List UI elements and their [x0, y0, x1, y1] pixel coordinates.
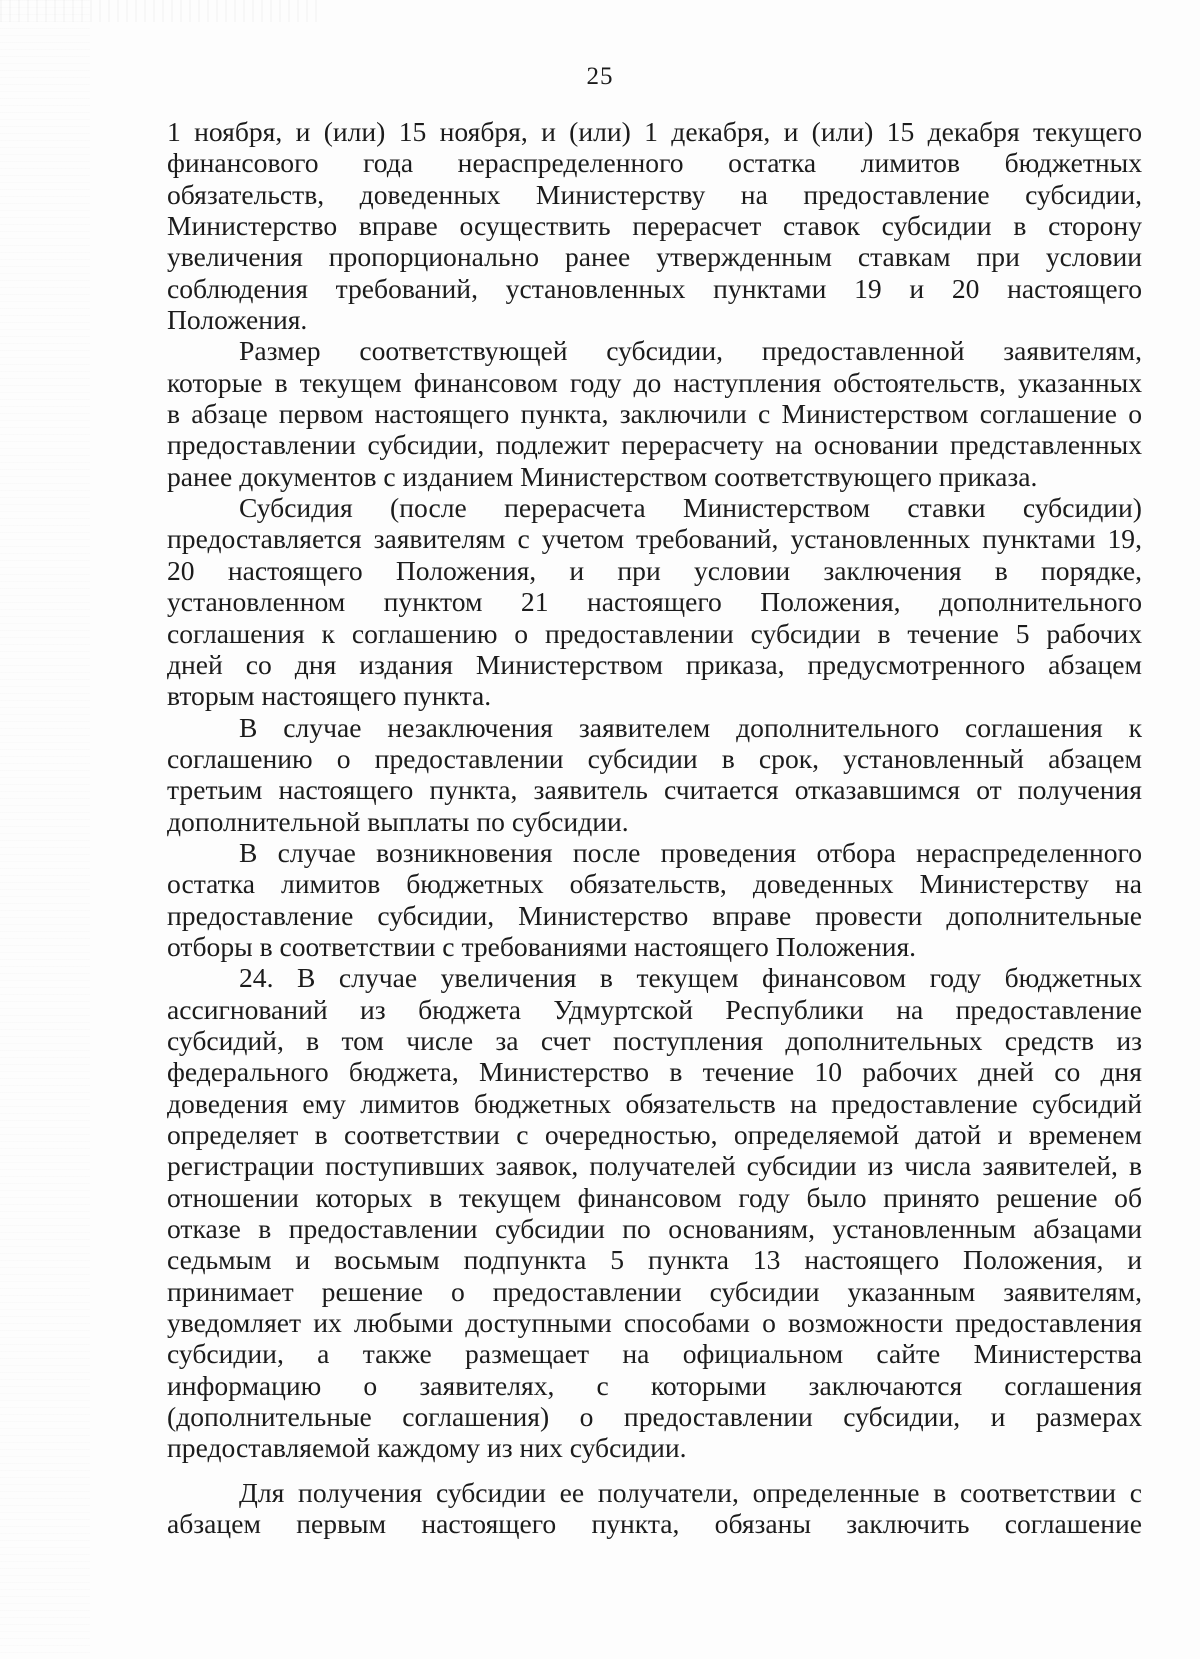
- scan-margin-noise: [0, 0, 90, 1659]
- text-line: (дополнительные соглашения) о предоставлении субсидии, и размерах: [167, 1401, 1142, 1433]
- text-line: 20 настоящего Положения, и при условии заключения в порядке,: [167, 554, 1142, 586]
- text-line: соглашения к соглашению о предоставлении субсидии в течение 5 рабочих: [167, 617, 1142, 649]
- text-line: отборы в соответствии с требованиями настоящего Положения.: [167, 930, 917, 962]
- text-line: Для получения субсидии ее получатели, определенные в соответствии с: [239, 1476, 1142, 1508]
- text-line: доведения ему лимитов бюджетных обязательств на предоставление субсидий: [167, 1087, 1142, 1119]
- text-line: федерального бюджета, Министерство в течение 10 рабочих дней со дня: [167, 1056, 1142, 1088]
- text-line: 24. В случае увеличения в текущем финансовом году бюджетных: [239, 962, 1142, 994]
- text-line: субсидии, а также размещает на официальном сайте Министерства: [167, 1338, 1142, 1370]
- paragraph: [167, 1477, 1142, 1540]
- text-line: седьмым и восьмым подпункта 5 пункта 13 настоящего Положения, и: [167, 1244, 1142, 1276]
- text-line: предоставление субсидии, Министерство вправе провести дополнительные: [167, 899, 1142, 931]
- text-line: абзацем первым настоящего пункта, обязаны заключить соглашение: [167, 1508, 1142, 1540]
- text-line: ранее документов с изданием Министерством соответствующего приказа.: [167, 460, 1038, 492]
- text-line: Размер соответствующей субсидии, предоставленной заявителям,: [239, 335, 1142, 367]
- paragraph: [167, 116, 1142, 335]
- text-line: уведомляет их любыми доступными способами о возможности предоставления: [167, 1307, 1142, 1339]
- text-line: В случае возникновения после проведения отбора нераспределенного: [239, 836, 1142, 868]
- text-line: соглашению о предоставлении субсидии в срок, установленный абзацем: [167, 742, 1142, 774]
- text-line: В случае незаключения заявителем дополнительного соглашения к: [239, 711, 1142, 743]
- text-line: в абзаце первом настоящего пункта, заключили с Министерством соглашение о: [167, 398, 1142, 430]
- text-line: регистрации поступивших заявок, получателей субсидии из числа заявителей, в: [167, 1150, 1142, 1182]
- paragraph: [167, 492, 1142, 711]
- text-line: дополнительной выплаты по субсидии.: [167, 805, 629, 837]
- text-line: обязательств, доведенных Министерству на предоставление субсидии,: [167, 178, 1142, 210]
- text-line: предоставляемой каждому из них субсидии.: [167, 1432, 687, 1464]
- paragraph: [167, 837, 1142, 962]
- text-line: Положения.: [167, 304, 308, 336]
- paragraph: [167, 962, 1142, 1464]
- text-line: соблюдения требований, установленных пунктами 19 и 20 настоящего: [167, 272, 1142, 304]
- paragraph: [167, 335, 1142, 492]
- text-line: отказе в предоставлении субсидии по основаниям, установленным абзацами: [167, 1213, 1142, 1245]
- text-line: субсидий, в том числе за счет поступления дополнительных средств из: [167, 1024, 1142, 1056]
- text-line: вторым настоящего пункта.: [167, 680, 492, 712]
- text-line: определяет в соответствии с очередностью, определяемой датой и временем: [167, 1119, 1142, 1150]
- text-line: предоставляется заявителям с учетом требований, установленных пунктами 19,: [167, 523, 1142, 555]
- text-line: 1 ноября, и (или) 15 ноября, и (или) 1 декабря, и (или) 15 декабря текущего: [167, 116, 1142, 147]
- text-line: которые в текущем финансовом году до наступления обстоятельств, указанных: [167, 366, 1142, 398]
- text-line: информацию о заявителях, с которыми заключаются соглашения: [167, 1369, 1142, 1401]
- text-line: третьим настоящего пункта, заявитель считается отказавшимся от получения: [167, 774, 1142, 806]
- text-line: установленном пунктом 21 настоящего Положения, дополнительного: [167, 586, 1142, 618]
- text-line: дней со дня издания Министерством приказа, предусмотренного абзацем: [167, 648, 1142, 680]
- text-line: принимает решение о предоставлении субсидии указанным заявителям,: [167, 1275, 1142, 1307]
- text-line: увеличения пропорционально ранее утвержденным ставкам при условии: [167, 241, 1142, 273]
- text-line: Министерство вправе осуществить перерасчет ставок субсидии в сторону: [167, 210, 1142, 242]
- text-line: отношении которых в текущем финансовом году было принято решение об: [167, 1181, 1142, 1213]
- text-line: финансового года нераспределенного остатка лимитов бюджетных: [167, 147, 1142, 179]
- document-body: [167, 116, 1142, 1539]
- text-line: предоставлении субсидии, подлежит перерасчету на основании представленных: [167, 429, 1142, 461]
- text-line: Субсидия (после перерасчета Министерством ставки субсидии): [239, 492, 1142, 524]
- page-number: 25: [586, 63, 614, 90]
- scan-top-noise: [0, 0, 320, 22]
- text-line: остатка лимитов бюджетных обязательств, доведенных Министерству на: [167, 868, 1142, 900]
- paragraph: [167, 712, 1142, 837]
- text-line: ассигнований из бюджета Удмуртской Республики на предоставление: [167, 993, 1142, 1025]
